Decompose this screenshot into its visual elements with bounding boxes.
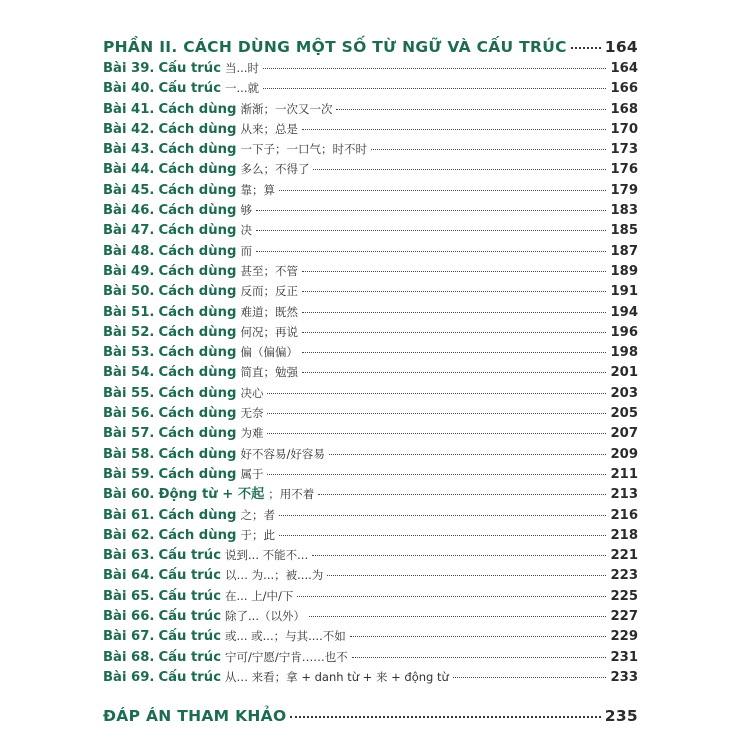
- entry-number: Bài 62.: [103, 527, 155, 543]
- entry-title: Cấu trúc: [158, 609, 222, 625]
- toc-entry[interactable]: [103, 159, 638, 179]
- entry-page-number: 176: [610, 162, 638, 178]
- entry-chinese: 而: [240, 243, 252, 258]
- entry-chinese: 多么；不得了: [240, 162, 310, 177]
- toc-entry[interactable]: [103, 464, 638, 484]
- toc-entry[interactable]: [103, 525, 638, 545]
- entry-chinese: 之；者: [240, 507, 275, 522]
- toc-entry[interactable]: [103, 302, 638, 322]
- toc-entry[interactable]: [103, 626, 638, 646]
- entry-chinese: 在... 上/中/下: [225, 588, 294, 603]
- toc-entry[interactable]: [103, 180, 638, 200]
- entry-title: Cấu trúc: [158, 81, 222, 97]
- entry-number: Bài 63.: [103, 548, 155, 564]
- dot-leader: [256, 210, 606, 211]
- entry-title: Cách dùng: [158, 243, 237, 259]
- entry-chinese: 宁可/宁愿/宁肯……也不: [225, 649, 348, 664]
- entry-chinese: 从… 来看；拿 + danh từ + 来 + động từ: [225, 669, 449, 684]
- entry-chinese: 一下子；一口气；时不时: [240, 142, 367, 157]
- dot-leader: [571, 47, 601, 49]
- entry-chinese: 简直；勉强: [240, 365, 298, 380]
- dot-leader: [256, 230, 606, 231]
- entry-title: Cách dùng: [158, 345, 237, 361]
- entry-number: Bài 66.: [103, 609, 155, 625]
- entry-chinese: 靠；算: [240, 182, 275, 197]
- entry-title: Cách dùng: [158, 527, 237, 543]
- entry-page-number: 173: [610, 142, 638, 158]
- dot-leader: [267, 474, 606, 475]
- entry-page-number: 196: [610, 324, 638, 340]
- entry-title: Cách dùng: [158, 203, 237, 219]
- entry-page-number: 227: [610, 609, 638, 625]
- entry-chinese: 当...时: [225, 61, 259, 75]
- answer-key-page: 235: [604, 707, 638, 726]
- entry-number: Bài 56.: [103, 406, 155, 422]
- toc-entry[interactable]: [103, 78, 638, 98]
- toc-entry[interactable]: [103, 99, 638, 119]
- toc-entry[interactable]: [103, 322, 638, 342]
- entry-number: Bài 55.: [103, 385, 155, 401]
- entry-number: Bài 69.: [103, 669, 155, 685]
- dot-leader: [302, 352, 606, 353]
- entry-number: Bài 67.: [103, 629, 155, 645]
- entry-number: Bài 65.: [103, 588, 155, 604]
- entry-page-number: 168: [610, 101, 638, 117]
- entry-number: Bài 60.: [103, 487, 155, 503]
- dot-leader: [302, 312, 606, 313]
- dot-leader: [309, 616, 606, 617]
- entry-page-number: 221: [610, 548, 638, 564]
- dot-leader: [350, 636, 606, 637]
- entry-page-number: 209: [610, 446, 638, 462]
- entry-page-number: 233: [610, 669, 638, 685]
- toc-entry[interactable]: [103, 606, 638, 626]
- answer-key-row[interactable]: [103, 705, 638, 727]
- toc-entry[interactable]: [103, 403, 638, 423]
- dot-leader: [318, 494, 606, 495]
- dot-leader: [313, 169, 606, 170]
- entry-title: Cách dùng: [158, 365, 237, 381]
- toc-entry[interactable]: [103, 383, 638, 403]
- entry-page-number: 191: [610, 284, 638, 300]
- entry-title: Cách dùng: [158, 426, 237, 442]
- dot-leader: [263, 88, 606, 89]
- dot-leader: [352, 657, 606, 658]
- entry-page-number: 203: [610, 385, 638, 401]
- dot-leader: [302, 332, 606, 333]
- dot-leader: [329, 454, 606, 455]
- entry-page-number: 170: [610, 121, 638, 137]
- dot-leader: [290, 716, 600, 718]
- entry-number: Bài 41.: [103, 101, 155, 117]
- dot-leader: [267, 393, 606, 394]
- entry-page-number: 201: [610, 365, 638, 381]
- dot-leader: [263, 68, 606, 69]
- toc-entry[interactable]: [103, 362, 638, 382]
- dot-leader: [371, 149, 606, 150]
- entry-number: Bài 58.: [103, 446, 155, 462]
- dot-leader: [453, 677, 606, 678]
- toc-entry[interactable]: [103, 281, 638, 301]
- entry-number: Bài 40.: [103, 81, 155, 97]
- entry-title: Cách dùng: [158, 263, 237, 279]
- dot-leader: [267, 413, 606, 414]
- entry-title: Cấu trúc: [158, 548, 222, 564]
- section-heading-title: PHẦN II. CÁCH DÙNG MỘT SỐ TỪ NGỮ VÀ CẤU TRÚC: [103, 38, 567, 56]
- dot-leader: [279, 190, 606, 191]
- entry-page-number: 225: [610, 588, 638, 604]
- entry-page-number: 218: [610, 527, 638, 543]
- entry-title: Cách dùng: [158, 121, 237, 137]
- entry-title: Cách dùng: [158, 385, 237, 401]
- toc-entry[interactable]: [103, 565, 638, 585]
- dot-leader: [302, 291, 606, 292]
- entry-chinese: 决心: [240, 385, 264, 400]
- entry-chinese: 于；此: [240, 527, 275, 542]
- entry-page-number: 229: [610, 629, 638, 645]
- entry-chinese: 说到... 不能不...: [225, 548, 309, 563]
- entry-chinese: 为难: [240, 426, 264, 441]
- entry-page-number: 231: [610, 649, 638, 665]
- entry-title: Cách dùng: [158, 304, 237, 320]
- entry-title: Cách dùng: [158, 223, 237, 239]
- entry-number: Bài 50.: [103, 284, 155, 300]
- entry-page-number: 198: [610, 345, 638, 361]
- entry-chinese: 除了...（以外）: [225, 609, 305, 624]
- dot-leader: [256, 251, 606, 252]
- entry-number: Bài 59.: [103, 466, 155, 482]
- entry-number: Bài 52.: [103, 324, 155, 340]
- entry-number: Bài 47.: [103, 223, 155, 239]
- dot-leader: [302, 372, 606, 373]
- entry-number: Bài 43.: [103, 142, 155, 158]
- entry-page-number: 179: [610, 182, 638, 198]
- entry-page-number: 187: [610, 243, 638, 259]
- entry-number: Bài 45.: [103, 182, 155, 198]
- toc-entry[interactable]: [103, 119, 638, 139]
- entry-number: Bài 68.: [103, 649, 155, 665]
- entry-chinese: 或... 或...；与其....不如: [225, 629, 346, 644]
- dot-leader: [297, 596, 606, 597]
- entry-title: Cấu trúc: [158, 649, 222, 665]
- dot-leader: [312, 555, 606, 556]
- toc-entry[interactable]: [103, 200, 638, 220]
- entry-title: Cấu trúc: [158, 629, 222, 645]
- entry-title: Cấu trúc: [158, 588, 222, 604]
- entry-title: Cách dùng: [158, 507, 237, 523]
- entry-chinese: 难道；既然: [240, 304, 298, 319]
- entry-page-number: 207: [610, 426, 638, 442]
- section-heading-row[interactable]: [103, 36, 638, 58]
- entry-title: Cấu trúc: [158, 61, 222, 76]
- entry-chinese: 甚至；不管: [240, 263, 298, 278]
- entry-chinese: ；用不着: [268, 487, 315, 502]
- section-heading-page: 164: [604, 38, 638, 56]
- entry-chinese: 何况；再说: [240, 324, 298, 339]
- entry-chinese: 从来；总是: [240, 121, 298, 136]
- entry-page-number: 211: [610, 466, 638, 482]
- entry-title: Cấu trúc: [158, 568, 222, 584]
- dot-leader: [302, 129, 606, 130]
- entry-page-number: 166: [610, 81, 638, 97]
- dot-leader: [279, 535, 606, 536]
- entry-number: Bài 48.: [103, 243, 155, 259]
- dot-leader: [302, 271, 606, 272]
- entry-number: Bài 46.: [103, 203, 155, 219]
- entry-title: Cách dùng: [158, 466, 237, 482]
- entry-page-number: 216: [610, 507, 638, 523]
- toc-entry[interactable]: [103, 241, 638, 261]
- answer-key-title: ĐÁP ÁN THAM KHẢO: [103, 707, 287, 726]
- toc-entry[interactable]: [103, 667, 638, 687]
- entry-chinese: 偏（偏偏）: [240, 345, 298, 360]
- toc-entry[interactable]: [103, 220, 638, 240]
- entry-page-number: 213: [610, 487, 638, 503]
- toc-entry[interactable]: [103, 484, 638, 504]
- dot-leader: [327, 575, 606, 576]
- toc-entry[interactable]: [103, 647, 638, 667]
- entry-chinese: 好不容易/好容易: [240, 446, 325, 461]
- entry-page-number: 205: [610, 406, 638, 422]
- entry-chinese: 无奈: [240, 406, 264, 421]
- entry-number: Bài 53.: [103, 345, 155, 361]
- entry-chinese: 渐渐；一次又一次: [240, 101, 333, 116]
- toc-entry[interactable]: [103, 586, 638, 606]
- entry-title: Cách dùng: [158, 162, 237, 178]
- entry-title: Cách dùng: [158, 101, 237, 117]
- entry-number: Bài 61.: [103, 507, 155, 523]
- entry-page-number: 189: [610, 263, 638, 279]
- entry-chinese: 决: [240, 223, 252, 238]
- toc-entry[interactable]: [103, 58, 638, 78]
- entry-number: Bài 49.: [103, 263, 155, 279]
- entry-chinese: 一...就: [225, 81, 259, 96]
- entry-number: Bài 54.: [103, 365, 155, 381]
- entry-chinese: 以… 为...；被....为: [225, 568, 324, 583]
- entry-number: Bài 39.: [103, 61, 155, 76]
- entry-number: Bài 57.: [103, 426, 155, 442]
- entry-chinese: 反而；反正: [240, 284, 298, 299]
- dot-leader: [279, 515, 606, 516]
- entry-title: Cấu trúc: [158, 669, 222, 685]
- spacer: [103, 687, 638, 705]
- entry-number: Bài 64.: [103, 568, 155, 584]
- toc-entries: [103, 58, 638, 687]
- entry-title: Cách dùng: [158, 406, 237, 422]
- toc-entry[interactable]: [103, 261, 638, 281]
- entry-number: Bài 42.: [103, 121, 155, 137]
- entry-title: Cách dùng: [158, 324, 237, 340]
- entry-page-number: 223: [610, 568, 638, 584]
- entry-title: Cách dùng: [158, 284, 237, 300]
- entry-title: Cách dùng: [158, 142, 237, 158]
- toc-entry[interactable]: [103, 139, 638, 159]
- entry-page-number: 183: [610, 203, 638, 219]
- toc-entry[interactable]: [103, 505, 638, 525]
- entry-page-number: 164: [610, 61, 638, 76]
- entry-number: Bài 51.: [103, 304, 155, 320]
- toc-entry[interactable]: [103, 423, 638, 443]
- entry-chinese: 够: [240, 203, 252, 218]
- entry-title: Cách dùng: [158, 182, 237, 198]
- table-of-contents: [103, 36, 638, 727]
- entry-title: Động từ + 不起: [158, 487, 265, 503]
- dot-leader: [267, 433, 606, 434]
- entry-title: Cách dùng: [158, 446, 237, 462]
- toc-entry[interactable]: [103, 545, 638, 565]
- dot-leader: [336, 109, 606, 110]
- entry-number: Bài 44.: [103, 162, 155, 178]
- toc-entry[interactable]: [103, 444, 638, 464]
- toc-entry[interactable]: [103, 342, 638, 362]
- entry-page-number: 194: [610, 304, 638, 320]
- entry-chinese: 属于: [240, 466, 264, 481]
- entry-page-number: 185: [610, 223, 638, 239]
